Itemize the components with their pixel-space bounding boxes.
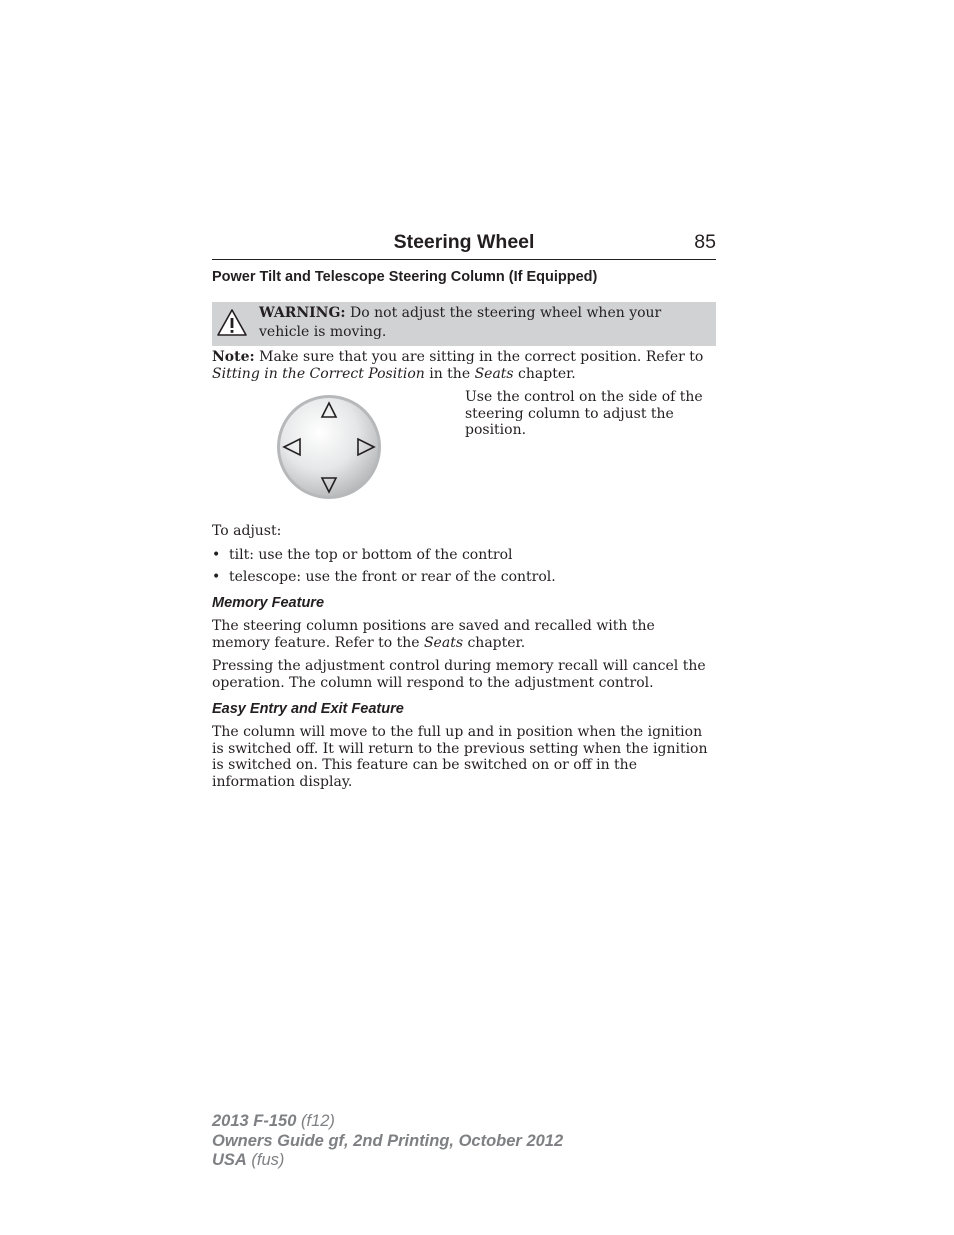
warning-text [259, 304, 711, 342]
memory-feature-paragraph-1 [212, 618, 716, 651]
bullet-icon: • [212, 569, 221, 585]
adjust-intro: To adjust: [212, 523, 282, 539]
note-paragraph [212, 349, 716, 382]
memory-feature-text-end: chapter. [463, 634, 526, 651]
footer-model-code: (f12) [296, 1112, 335, 1130]
footer-model: 2013 F-150 [212, 1112, 297, 1130]
page-header [212, 229, 716, 260]
list-item [212, 547, 716, 564]
control-description: Use the control on the side of the steering column to adjust the position. [465, 389, 703, 438]
footer-market-code: (fus) [246, 1151, 285, 1169]
warning-label: WARNING: [259, 305, 346, 321]
memory-feature-text: The steering column positions are saved and recalled with the memory feature. Refer to the [212, 618, 655, 651]
easy-entry-paragraph: The column will move to the full up and in position when the ignition is switched off. It will return to the previous setting when the ignition is switched on. This feature can be switched on or off in the information display. [212, 724, 708, 790]
adjust-bullet-list [212, 547, 716, 591]
note-ref-seats: Seats [474, 365, 514, 382]
footer-market: USA [212, 1151, 247, 1169]
warning-message: Do not adjust the steering wheel when your vehicle is moving. [259, 305, 662, 340]
memory-feature-heading: Memory Feature [212, 595, 325, 611]
steering-column-control-figure [275, 394, 385, 504]
chapter-title: Steering Wheel [393, 231, 535, 253]
note-text-3: chapter. [513, 365, 576, 382]
section-heading: Power Tilt and Telescope Steering Column (If Equipped) [212, 269, 598, 285]
easy-entry-heading: Easy Entry and Exit Feature [212, 701, 404, 717]
memory-feature-paragraph-2: Pressing the adjustment control during memory recall will cancel the operation. The column will respond to the adjustment control. [212, 658, 706, 691]
footer-line-market [212, 1151, 563, 1171]
note-ref-sitting-position: Sitting in the Correct Position [212, 365, 425, 382]
list-item [212, 569, 716, 586]
list-item-text: telescope: use the front or rear of the control. [229, 569, 556, 585]
note-text: Make sure that you are sitting in the correct position. Refer to [254, 349, 704, 365]
warning-triangle-icon [216, 308, 248, 338]
footer-line-guide: Owners Guide gf, 2nd Printing, October 2012 [212, 1131, 564, 1150]
note-label: Note: [212, 349, 255, 365]
page-number: 85 [694, 231, 716, 253]
list-item-text: tilt: use the top or bottom of the control [229, 547, 513, 563]
memory-feature-ref-seats: Seats [423, 634, 464, 651]
footer-line-model [212, 1112, 563, 1132]
warning-box [212, 302, 716, 346]
bullet-icon: • [212, 547, 221, 563]
page-footer [212, 1112, 563, 1171]
note-text-2: in the [424, 365, 475, 382]
